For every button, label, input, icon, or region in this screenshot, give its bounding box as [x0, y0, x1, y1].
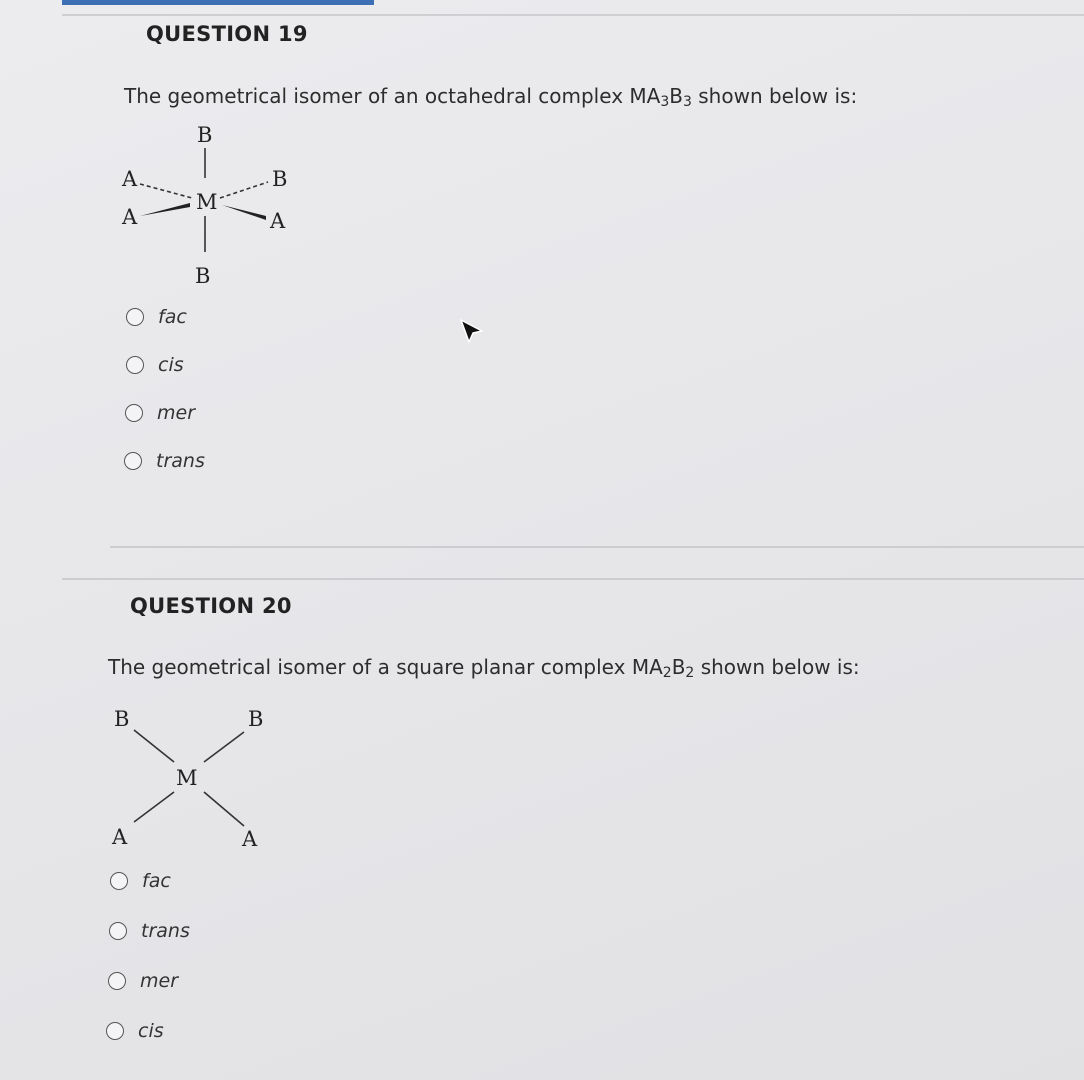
radio-button[interactable] [109, 922, 127, 940]
question-20-text: The geometrical isomer of a square planar complex $MA_2B_2$ shown below is: [108, 655, 860, 681]
radio-button[interactable] [108, 972, 126, 990]
ligand-top-right: B [248, 707, 264, 731]
question-19-title: QUESTION 19 [146, 22, 308, 46]
ligand-left-lower: A [122, 205, 138, 229]
question-20-title: QUESTION 20 [130, 594, 292, 618]
ligand-bottom-right: A [242, 827, 258, 851]
radio-button[interactable] [126, 356, 144, 374]
ligand-right-lower: A [270, 209, 286, 233]
q20-option-fac[interactable]: fac [110, 870, 171, 892]
radio-button[interactable] [110, 872, 128, 890]
ligand-left-upper: A [122, 167, 138, 191]
q20-option-cis[interactable]: cis [106, 1020, 164, 1042]
q19-option-mer[interactable]: mer [125, 402, 195, 424]
ligand-bottom-left: A [112, 825, 128, 849]
q20-option-mer[interactable]: mer [108, 970, 178, 992]
section-divider [110, 546, 1084, 548]
question-19-text: The geometrical isomer of an octahedral complex $MA_3B_3$ shown below is: [124, 84, 858, 110]
metal-center: M [196, 190, 218, 214]
top-divider [62, 14, 1084, 16]
ligand-right-upper: B [272, 167, 288, 191]
ligand-top-left: B [114, 707, 130, 731]
octahedral-complex-diagram [110, 112, 320, 292]
section-divider [62, 578, 1084, 580]
q19-option-fac[interactable]: fac [126, 306, 187, 328]
q19-option-cis[interactable]: cis [126, 354, 184, 376]
top-accent-bar [62, 0, 374, 5]
q19-option-trans[interactable]: trans [124, 450, 205, 472]
square-planar-complex-diagram [104, 700, 284, 860]
metal-center: M [176, 766, 198, 790]
radio-button[interactable] [106, 1022, 124, 1040]
radio-button[interactable] [124, 452, 142, 470]
ligand-top: B [197, 123, 213, 147]
ligand-bottom: B [195, 264, 211, 288]
q20-option-trans[interactable]: trans [109, 920, 190, 942]
mouse-pointer-icon [458, 318, 486, 346]
radio-button[interactable] [126, 308, 144, 326]
radio-button[interactable] [125, 404, 143, 422]
